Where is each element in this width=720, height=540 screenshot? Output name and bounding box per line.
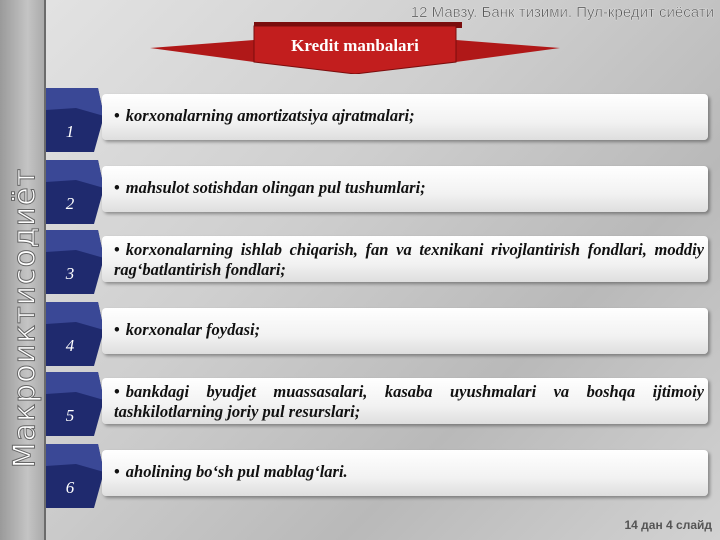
number-badge [46, 160, 104, 224]
section-banner [150, 22, 560, 74]
number-badge [46, 444, 104, 508]
item-text: korxonalarning ishlab chiqarish, fan va texnikani rivojlantirish fondlari, moddiy rag‘batlantirish fondlari; [114, 240, 704, 279]
number-badge [46, 230, 104, 294]
item-text: korxonalarning amortizatsiya ajratmalari; [125, 106, 415, 125]
list-item [46, 160, 710, 224]
item-text: korxonalar foydasi; [125, 320, 261, 339]
item-card: • korxonalarning amortizatsiya ajratmalari; [102, 94, 708, 140]
number-badge [46, 372, 104, 436]
list-item [46, 88, 710, 152]
banner-title: Kredit manbalari [291, 36, 419, 55]
list-item [46, 302, 710, 366]
item-card: • korxonalar foydasi; [102, 308, 708, 354]
number-badge [46, 302, 104, 366]
item-number: 5 [65, 406, 75, 425]
sidebar-vertical-title: Макроиктисодиёт [7, 167, 43, 469]
list-item [46, 444, 710, 508]
item-card: • bankdagi byudjet muassasalari, kasaba uyushmalari va boshqa ijtimoiy tashkilotlarning joriy pul resurslari; [102, 378, 708, 424]
item-text: mahsulot sotishdan olingan pul tushumlari; [125, 178, 426, 197]
slide-counter: 14 дан 4 слайд [624, 518, 712, 532]
item-number: 2 [65, 194, 75, 213]
item-number: 4 [65, 336, 75, 355]
item-number: 6 [65, 478, 75, 497]
list-item [46, 372, 710, 436]
number-badge [46, 88, 104, 152]
item-card: • mahsulot sotishdan olingan pul tushumlari; [102, 166, 708, 212]
item-number: 1 [65, 122, 75, 141]
item-text: bankdagi byudjet muassasalari, kasaba uyushmalari va boshqa ijtimoiy tashkilotlarning joriy pul resurslari; [114, 382, 704, 421]
item-number: 3 [65, 264, 75, 283]
slide-header-title: 12 Мавзу. Банк тизими. Пул-кредит сиёсати [410, 4, 714, 21]
item-card: • korxonalarning ishlab chiqarish, fan va texnikani rivojlantirish fondlari, moddiy rag‘batlantirish fondlari; [102, 236, 708, 282]
list-item [46, 230, 710, 294]
item-text: aholining bo‘sh pul mablag‘lari. [125, 462, 348, 481]
item-card: • aholining bo‘sh pul mablag‘lari. [102, 450, 708, 496]
